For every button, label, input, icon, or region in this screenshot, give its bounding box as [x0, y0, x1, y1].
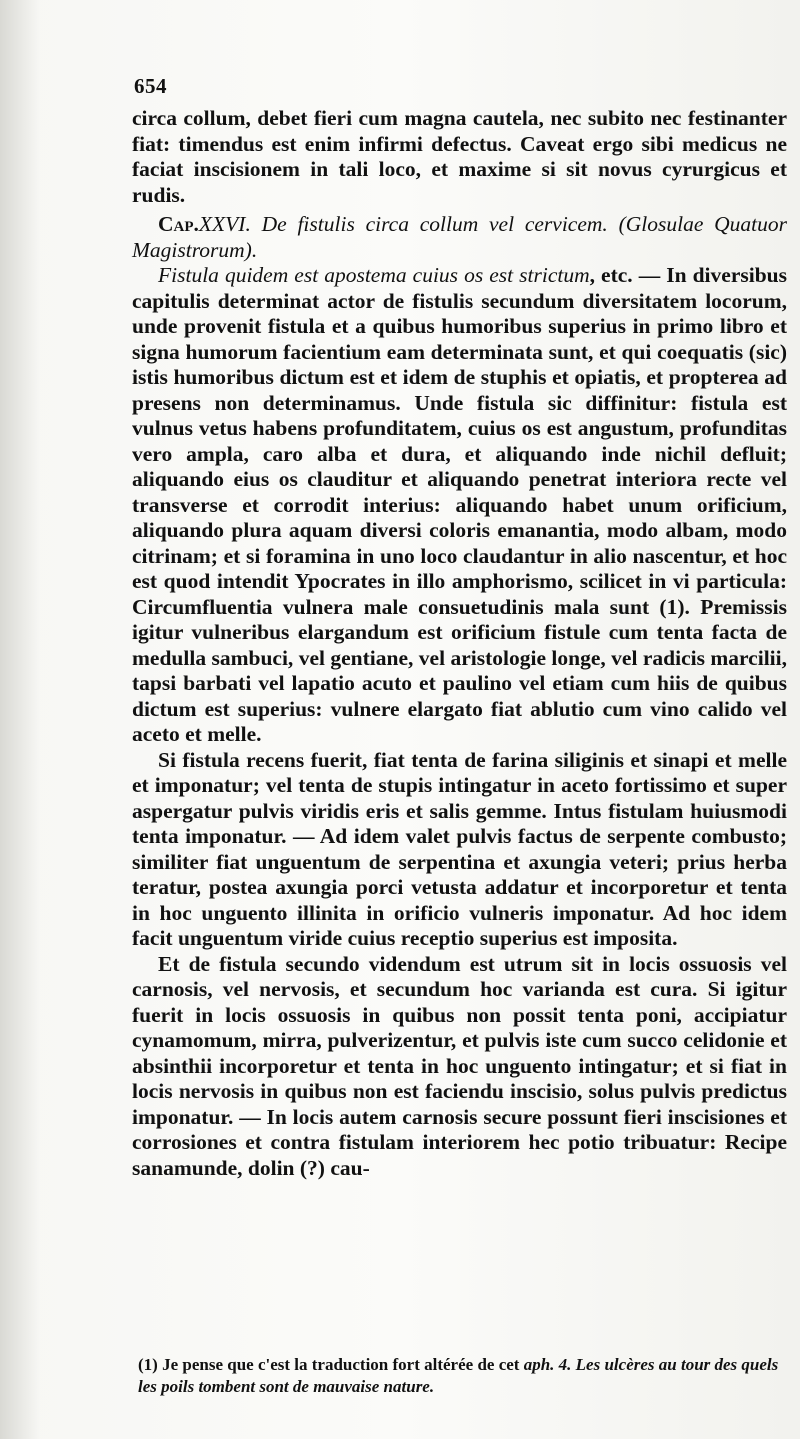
footnote-translation: Les ulcères au tour des quels les poils tombent sont de mauvaise nature. — [138, 1355, 779, 1396]
footnote — [138, 1354, 788, 1398]
chapter-number: XXVI. — [198, 212, 251, 236]
footnote-text: Je pense que c'est la traduction fort altérée de cet — [162, 1355, 520, 1374]
page-number: 654 — [134, 74, 167, 98]
body-text — [132, 106, 787, 1181]
lemma-quote: Fistula quidem est apostema cuius os est strictum — [158, 263, 590, 287]
paragraph-recent-fistula: Si fistula recens fuerit, fiat tenta de farina siliginis et sinapi et melle et imponatur; vel tenta de stupis intingatur in aceto fortissimo et super aspergatur pulvis viridis eris et salis gemme. Intus fistulam huiusmodi tenta imponatur. — Ad idem valet pulvis factus de serpente combusto; similiter fiat unguentum de serpentina et axungia veteri; prius herba teratur, postea axungia porci vetusta addatur et incorporetur et tenta in hoc unguento illinita in orificio vulneris imponatur. Ad hoc idem facit unguentum viride cuius receptio superius est imposita. — [132, 747, 787, 950]
chapter-heading — [132, 212, 787, 263]
chapter-source: (Glosulae Quatuor Magistrorum). — [132, 212, 788, 262]
binding-shadow — [0, 0, 40, 1439]
chapter-title: De fistulis circa collum vel cervicem. — [261, 212, 608, 236]
paragraph-fistula-definition — [132, 263, 787, 748]
paragraph-continuation: circa collum, debet fieri cum magna cautela, nec subito nec festinanter fiat: timendus est enim infirmi defectus. Caveat ergo sibi medicus ne faciat inscisionem in tali loco, et maxime si sit novus cyrurgicus et rudis. — [132, 106, 787, 207]
chapter-label: Cap. — [158, 212, 199, 236]
footnote-reference: aph. 4. — [523, 1355, 572, 1374]
footnote-marker: (1) — [138, 1355, 158, 1374]
lemma-commentary: , etc. — In diversibus capitulis determinat actor de fistulis secundum diversitatem locorum, unde provenit fistula et a quibus humoribus superius in primo libro et signa humorum facientium eam determinata sunt, et qui coequatis (sic) istis humoribus dictum est et idem de stuphis et opiatis, et propterea ad presens non determinamus. Unde fistula sic diffinitur: fistula est vulnus vetus habens profunditatem, cuius os est angustum, profunditas vero ampla, caro alba et dura, et aliquando inde nichil defluit; aliquando eius os clauditur et aliquando penetrat interiora recte vel transverse et corrodit interius: aliquando habet unum orificium, aliquando plura aquam diversi coloris emanantia, modo albam, modo citrinam; et si foramina in uno loco claudantur in alio nascentur, et hoc est quod intendit Ypocrates in illo amphorismo, scilicet in vi particula: Circumfluentia vulnera male consuetudinis mala sunt (1). Premissis igitur vulneribus elargandum est orificium fistule cum tenta facta de medulla sambuci, vel gentiane, vel aristologie longe, vel radicis marcilii, tapsi barbati vel lapatio acuto et paulino vel etiam cum hiis de quibus dictum est superius: vulnere elargato fiat ablutio cum vino calido vel aceto et melle. — [132, 263, 787, 746]
paragraph-locations: Et de fistula secundo videndum est utrum sit in locis ossuosis vel carnosis, vel nervosis, et secundum hoc varianda est cura. Si igitur fuerit in locis ossuosis in quibus non possit tenta poni, accipiatur cynamomum, mirra, pulverizentur, et pulvis iste cum succo celidonie et absinthii incorporetur et tenta in hoc unguento intingatur; et si fiat in locis nervosis in quibus non est faciendu inscisio, solus pulvis predictus imponatur. — In locis autem carnosis secure possunt fieri inscisiones et corrosiones et contra fistulam interiorem hec potio tribuatur: Recipe sanamunde, dolin (?) cau- — [132, 951, 787, 1180]
